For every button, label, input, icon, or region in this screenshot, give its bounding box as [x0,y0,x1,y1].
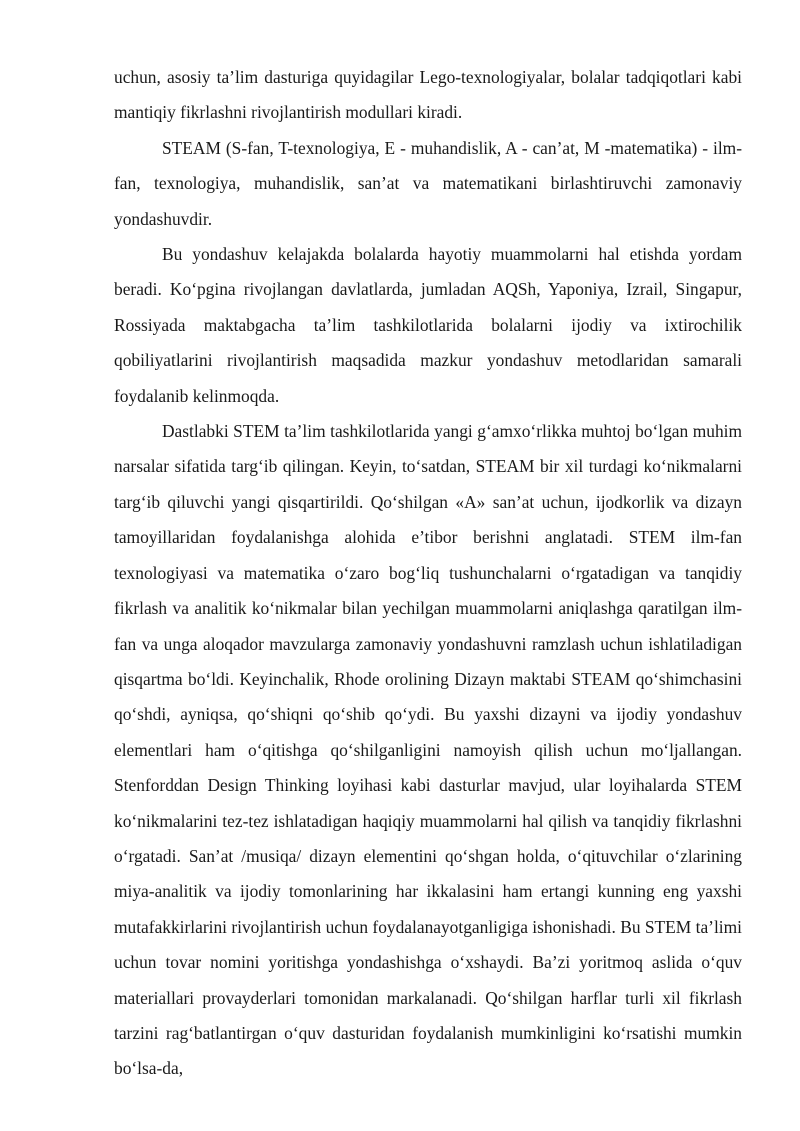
paragraph-4: Dastlabki STEM ta’lim tashkilotlarida yangi g‘amxo‘rlikka muhtoj bo‘lgan muhim narsalar sifatida targ‘ib qilingan. Keyin, to‘satdan, STEAM bir xil turdagi ko‘nikmalarni targ‘ib qiluvchi yangi qisqartirildi. Qo‘shilgan «A» san’at uchun, ijodkorlik va dizayn tamoyillaridan foydalanishga alohida e’tibor berishni anglatadi. STEM ilm-fan texnologiyasi va matematika o‘zaro bog‘liq tushunchalarni o‘rgatadigan va tanqidiy fikrlash va analitik ko‘nikmalar bilan yechilgan muammolarni aniqlashga qaratilgan ilm-fan va unga aloqador mavzularga zamonaviy yondashuvni ramzlash uchun ishlatiladigan qisqartma bo‘ldi. Keyinchalik, Rhode orolining Dizayn maktabi STEAM qo‘shimchasini qo‘shdi, ayniqsa, qo‘shiqni qo‘shib qo‘ydi. Bu yaxshi dizayni va ijodiy yondashuv elementlari ham o‘qitishga qo‘shilganligini namoyish qilish uchun mo‘ljallangan. Stenforddan Design Thinking loyihasi kabi dasturlar mavjud, ular loyihalarda STEM ko‘nikmalarini tez-tez ishlatadigan haqiqiy muammolarni hal qilish va tanqidiy fikrlashni o‘rgatadi. San’at /musiqa/ dizayn elementini qo‘shgan holda, o‘qituvchilar o‘zlarining miya-analitik va ijodiy tomonlarining har ikkalasini ham ertangi kunning eng yaxshi mutafakkirlarini rivojlantirish uchun foydalanayotganligiga ishonishadi. Bu STEM ta’limi uchun tovar nomini yoritishga yondashishga o‘xshaydi. Ba’zi yoritmoq aslida o‘quv materiallari provayderlari tomonidan markalanadi. Qo‘shilgan harflar turli xil fikrlash tarzini rag‘batlantirgan o‘quv dasturidan foydalanish mumkinligini ko‘rsatishi mumkin bo‘lsa-da, [114,421,742,1079]
paragraph-1: uchun, asosiy ta’lim dasturiga quyidagilar Lego-texnologiyalar, bolalar tadqiqotlari kabi mantiqiy fikrlashni rivojlantirish modullari kiradi. [114,67,742,123]
document-page [114,60,742,1087]
paragraph-2: STEAM (S-fan, T-texnologiya, E - muhandislik, A - can’at, M -matematika) - ilm-fan, texnologiya, muhandislik, san’at va matematikani birlashtiruvchi zamonaviy yondashuvdir. [114,137,742,229]
paragraph-3: Bu yondashuv kelajakda bolalarda hayotiy muammolarni hal etishda yordam beradi. Ko‘pgina rivojlangan davlatlarda, jumladan AQSh, Yaponiya, Izrail, Singapur, Rossiyada maktabgacha ta’lim tashkilotlarida bolalarni ijodiy va ixtirochilik qobiliyatlarini rivojlantirish maqsadida mazkur yondashuv metodlaridan samarali foydalanib kelinmoqda. [114,244,742,406]
